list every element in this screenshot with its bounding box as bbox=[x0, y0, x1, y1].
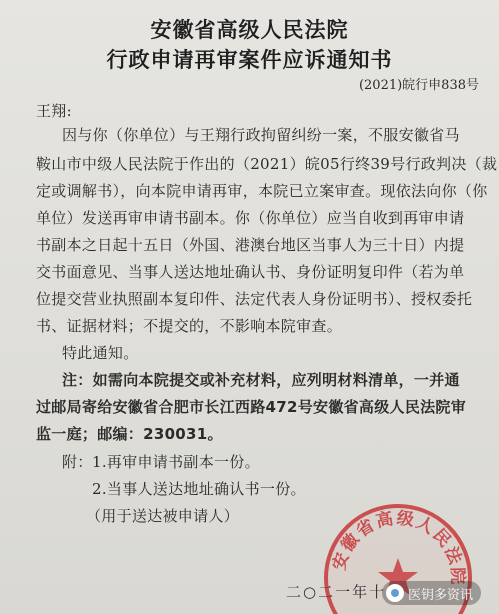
watermark-badge bbox=[382, 581, 481, 605]
watermark-logo-icon bbox=[386, 584, 404, 602]
case-number: (2021)皖行申838号 bbox=[358, 78, 479, 93]
watermark-text: 医钥多资讯 bbox=[408, 587, 474, 603]
svg-text:安徽省高级人民法院: 安徽省高级人民法院 bbox=[329, 508, 468, 587]
court-name-title: 安徽省高级人民法院 bbox=[150, 18, 349, 42]
body-line: 交书面意见、当事人送达地址确认书、身份证明复印件（若为单 bbox=[36, 263, 465, 281]
attachment-item: 2.当事人送达地址确认书一份。 bbox=[92, 480, 306, 498]
body-line: 因与你（你单位）与王翔行政拘留纠纷一案，不服安徽省马 bbox=[62, 126, 460, 144]
note-line: 监一庭；邮编：230031。 bbox=[36, 425, 223, 443]
body-line: 书副本之日起十五日（外国、港澳台地区当事人为三十日）内提 bbox=[36, 236, 465, 254]
recipient-note: （用于送达被申请人） bbox=[86, 507, 240, 525]
note-line: 过邮局寄给安徽省合肥市长江西路472号安徽省高级人民法院审 bbox=[36, 398, 467, 416]
body-line: 位提交营业执照副本复印件、法定代表人身份证明书）、授权委托 bbox=[36, 290, 473, 308]
notice-closing: 特此通知。 bbox=[62, 344, 139, 362]
attachments-label: 附： bbox=[62, 453, 93, 471]
attachment-item: 1.再审申请书副本一份。 bbox=[92, 453, 260, 471]
body-line: 定或调解书），向本院申请再审，本院已立案审查。现依法向你（你 bbox=[36, 182, 488, 200]
body-line: 单位）发送再审申请书副本。你（你单位）应当自收到再审申请 bbox=[36, 209, 465, 227]
issue-date: 二○二一年十 bbox=[286, 583, 387, 601]
addressee: 王翔: bbox=[36, 102, 72, 120]
body-line: 鞍山市中级人民法院于作出的（2021）皖05行终39号行政判决（裁 bbox=[36, 155, 498, 173]
body-line: 书、证据材料；不提交的，不影响本院审查。 bbox=[36, 317, 343, 335]
note-line: 注：如需向本院提交或补充材料，应列明材料清单，一并通 bbox=[62, 371, 460, 389]
notice-title: 行政申请再审案件应诉通知书 bbox=[106, 48, 393, 72]
